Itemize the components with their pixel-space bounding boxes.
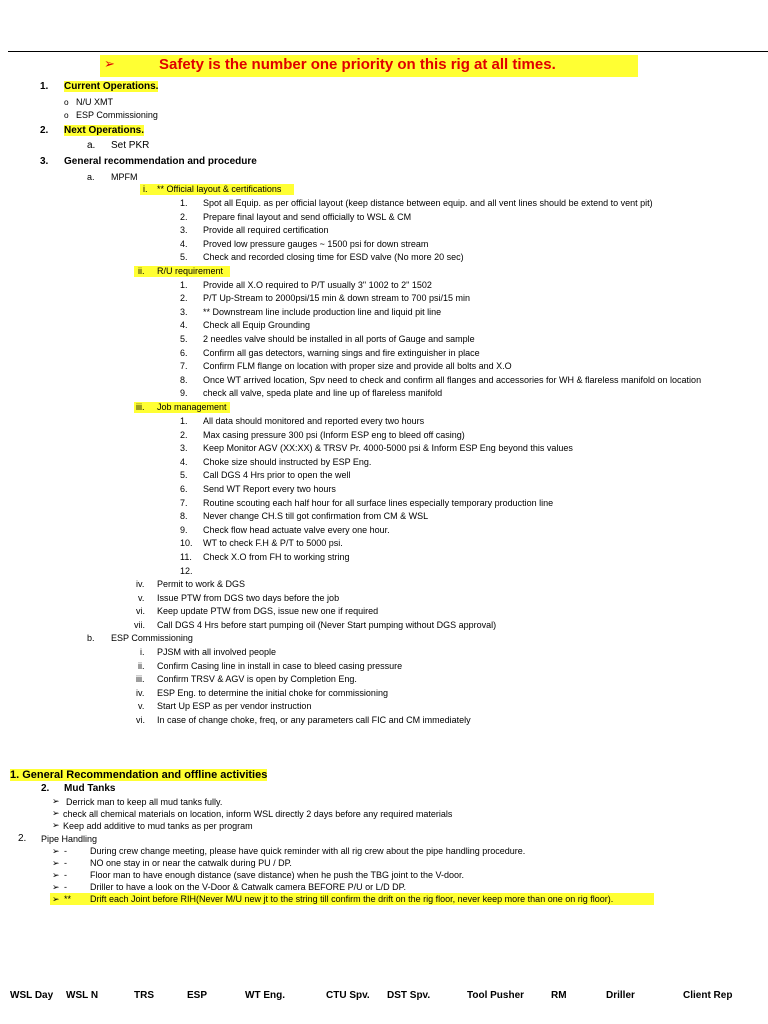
list-item: Prepare final layout and send officially to WSL & CM <box>203 212 412 222</box>
list-item: check all valve, speda plate and line up of flareless manifold <box>203 388 443 398</box>
signature-rm: RM <box>551 990 567 1001</box>
list-item: Once WT arrived location, Spv need to check and confirm all flanges and accessories for WH & flareless manifold on location <box>203 375 702 385</box>
current-op-item: N/U XMT <box>76 97 113 107</box>
arrow-bullet-icon: ➢ <box>52 796 60 806</box>
list-item: Choke size should instructed by ESP Eng. <box>203 457 372 467</box>
list-item: Check and recorded closing time for ESD valve (No more 20 sec) <box>203 252 464 262</box>
pipe-title: Pipe Handling <box>41 834 98 844</box>
esp-title: ESP Commissioning <box>111 633 193 643</box>
list-item: Routine scouting each half hour for all surface lines especially temporary production line <box>203 498 554 508</box>
roman-marker: vi. <box>136 606 145 616</box>
roman-marker: ii. <box>138 661 145 671</box>
roman-marker: iv. <box>136 688 145 698</box>
list-number: 1. <box>180 416 188 426</box>
roman-marker: v. <box>138 701 145 711</box>
list-number: 3. <box>180 443 188 453</box>
signature-driller: Driller <box>606 990 635 1001</box>
roman-marker: vi. <box>136 715 145 725</box>
safety-banner <box>100 55 638 77</box>
signature-ctu-spv: CTU Spv. <box>326 990 370 1001</box>
list-number: 2. <box>180 212 188 222</box>
list-number: 11. <box>180 552 192 562</box>
roman-marker: vii. <box>134 620 145 630</box>
next-ops-title: Next Operations. <box>64 125 145 136</box>
signature-wt-eng: WT Eng. <box>245 990 285 1001</box>
list-item: Keep Monitor AGV (XX:XX) & TRSV Pr. 4000-5000 psi & Inform ESP Eng beyond this values <box>203 443 573 453</box>
list-number: 4. <box>180 239 188 249</box>
next-op-item: Set PKR <box>111 140 150 151</box>
list-item: PJSM with all involved people <box>157 647 277 657</box>
pipe-number: 2. <box>18 833 27 844</box>
general-number: 3. <box>40 156 49 167</box>
list-item: Provide all required certification <box>203 225 329 235</box>
signature-wsl-n: WSL N <box>66 990 99 1001</box>
list-item: P/T Up-Stream to 2000psi/15 min & down stream to 700 psi/15 min <box>203 293 470 303</box>
general-title: General recommendation and procedure <box>64 156 257 167</box>
list-item: Keep update PTW from DGS, issue new one if required <box>157 606 379 616</box>
list-item: ESP Eng. to determine the initial choke for commissioning <box>157 688 388 698</box>
list-number: 2. <box>180 430 188 440</box>
list-number: 8. <box>180 511 188 521</box>
list-item: Spot all Equip. as per official layout (keep distance between equip. and all vent lines should be extend to vent pit) <box>203 198 653 208</box>
list-number: 5. <box>180 334 188 344</box>
list-item: Check all Equip Grounding <box>203 320 311 330</box>
list-number: 9. <box>180 388 188 398</box>
next-op-marker: a. <box>87 140 96 151</box>
list-item: Confirm TRSV & AGV is open by Completion Eng. <box>157 674 357 684</box>
list-item: During crew change meeting, please have quick reminder with all rig crew about the pipe handling procedure. <box>90 846 526 856</box>
esp-marker: b. <box>87 633 95 643</box>
signature-esp: ESP <box>187 990 208 1001</box>
list-number: 3. <box>180 307 188 317</box>
current-ops-number: 1. <box>40 81 49 92</box>
list-number: 7. <box>180 361 188 371</box>
arrow-bullet-icon: ➢ <box>104 56 115 71</box>
signature-wsl-day: WSL Day <box>10 990 54 1001</box>
arrow-bullet-icon: ➢ <box>52 894 60 904</box>
safety-banner-text: Safety is the number one priority on this rig at all times. <box>159 56 556 73</box>
dash-marker: - <box>64 882 67 892</box>
list-number: 7. <box>180 498 188 508</box>
arrow-bullet-icon: ➢ <box>52 820 60 830</box>
list-number: 4. <box>180 457 188 467</box>
arrow-bullet-icon: ➢ <box>52 846 60 856</box>
job-title: Job management <box>157 402 227 412</box>
list-item: Issue PTW from DGS two days before the job <box>157 593 340 603</box>
list-item: Keep add additive to mud tanks as per program <box>63 821 253 831</box>
arrow-bullet-icon: ➢ <box>52 870 60 880</box>
arrow-bullet-icon: ➢ <box>52 858 60 868</box>
roman-marker: iv. <box>136 579 145 589</box>
list-item: In case of change choke, freq, or any parameters call FIC and CM immediately <box>157 715 471 725</box>
list-number: 3. <box>180 225 188 235</box>
list-item: NO one stay in or near the catwalk during PU / DP. <box>90 858 292 868</box>
roman-marker: i. <box>140 647 145 657</box>
list-item: Confirm FLM flange on location with proper size and provide all bolts and X.O <box>203 361 512 371</box>
list-item: WT to check F.H & P/T to 5000 psi. <box>203 538 343 548</box>
list-number: 5. <box>180 470 188 480</box>
list-number: 4. <box>180 320 188 330</box>
list-item: Start Up ESP as per vendor instruction <box>157 701 312 711</box>
list-item: 2 needles valve should be installed in all ports of Gauge and sample <box>203 334 475 344</box>
mud-title: Mud Tanks <box>64 783 116 794</box>
top-rule <box>8 51 768 52</box>
bullet-icon: o <box>64 110 69 120</box>
bullet-icon: o <box>64 97 69 107</box>
list-item: Drift each Joint before RIH(Never M/U new jt to the string till confirm the drift on the rig floor, never keep more than one on rig floor). <box>90 894 614 904</box>
list-item: check all chemical materials on location, inform WSL directly 2 days before any required materials <box>63 809 453 819</box>
dash-marker: - <box>64 870 67 880</box>
list-number: 1. <box>180 198 188 208</box>
list-number: 6. <box>180 484 188 494</box>
list-item: All data should monitored and reported every two hours <box>203 416 425 426</box>
list-item: Max casing pressure 300 psi (Inform ESP eng to bleed off casing) <box>203 430 465 440</box>
signature-tool-pusher: Tool Pusher <box>467 990 525 1001</box>
list-item: Confirm Casing line in install in case to bleed casing pressure <box>157 661 403 671</box>
job-marker: iii. <box>136 402 145 412</box>
list-item: Proved low pressure gauges ~ 1500 psi for down stream <box>203 239 429 249</box>
signature-dst-spv: DST Spv. <box>387 990 431 1001</box>
list-item: Floor man to have enough distance (save distance) when he push the TBG joint to the V-door. <box>90 870 465 880</box>
current-ops-title: Current Operations. <box>64 81 159 92</box>
list-item: Check X.O from FH to working string <box>203 552 350 562</box>
list-number: 8. <box>180 375 188 385</box>
dash-marker: - <box>64 846 67 856</box>
next-ops-number: 2. <box>40 125 49 136</box>
list-item: Derrick man to keep all mud tanks fully. <box>66 797 223 807</box>
mud-number: 2. <box>41 783 50 794</box>
ru-title: R/U requirement <box>157 266 224 276</box>
list-number: 12. <box>180 566 193 576</box>
list-item: Never change CH.S till got confirmation from CM & WSL <box>203 511 429 521</box>
list-item: Driller to have a look on the V-Door & Catwalk camera BEFORE P/U or L/D DP. <box>90 882 406 892</box>
mpfm-marker: a. <box>87 172 95 182</box>
list-number: 1. <box>180 280 188 290</box>
arrow-bullet-icon: ➢ <box>52 808 60 818</box>
list-item: Provide all X.O required to P/T usually 3" 1002 to 2" 1502 <box>203 280 432 290</box>
roman-marker: v. <box>138 593 145 603</box>
layout-marker: i. <box>143 184 148 194</box>
list-item: Check flow head actuate valve every one hour. <box>203 525 390 535</box>
list-number: 2. <box>180 293 188 303</box>
list-number: 5. <box>180 252 188 262</box>
layout-title: ** Official layout & certifications <box>157 184 282 194</box>
roman-marker: iii. <box>136 674 145 684</box>
list-number: 10. <box>180 538 193 548</box>
signature-client-rep: Client Rep <box>683 990 733 1001</box>
dash-marker: - <box>64 858 67 868</box>
list-item: Permit to work & DGS <box>157 579 246 589</box>
mpfm-title: MPFM <box>111 172 138 182</box>
list-item: Send WT Report every two hours <box>203 484 336 494</box>
list-item: Confirm all gas detectors, warning sings and fire extinguisher in place <box>203 348 480 358</box>
arrow-bullet-icon: ➢ <box>52 882 60 892</box>
star-marker: ** <box>64 894 72 904</box>
list-item: Call DGS 4 Hrs before start pumping oil (Never Start pumping without DGS approval) <box>157 620 497 630</box>
list-number: 9. <box>180 525 188 535</box>
list-item: Call DGS 4 Hrs prior to open the well <box>203 470 351 480</box>
current-op-item: ESP Commissioning <box>76 110 158 120</box>
ru-marker: ii. <box>138 266 145 276</box>
list-item: ** Downstream line include production line and liquid pit line <box>203 307 442 317</box>
offline-title: 1. General Recommendation and offline activities <box>10 769 268 781</box>
list-number: 6. <box>180 348 188 358</box>
signature-trs: TRS <box>134 990 154 1001</box>
